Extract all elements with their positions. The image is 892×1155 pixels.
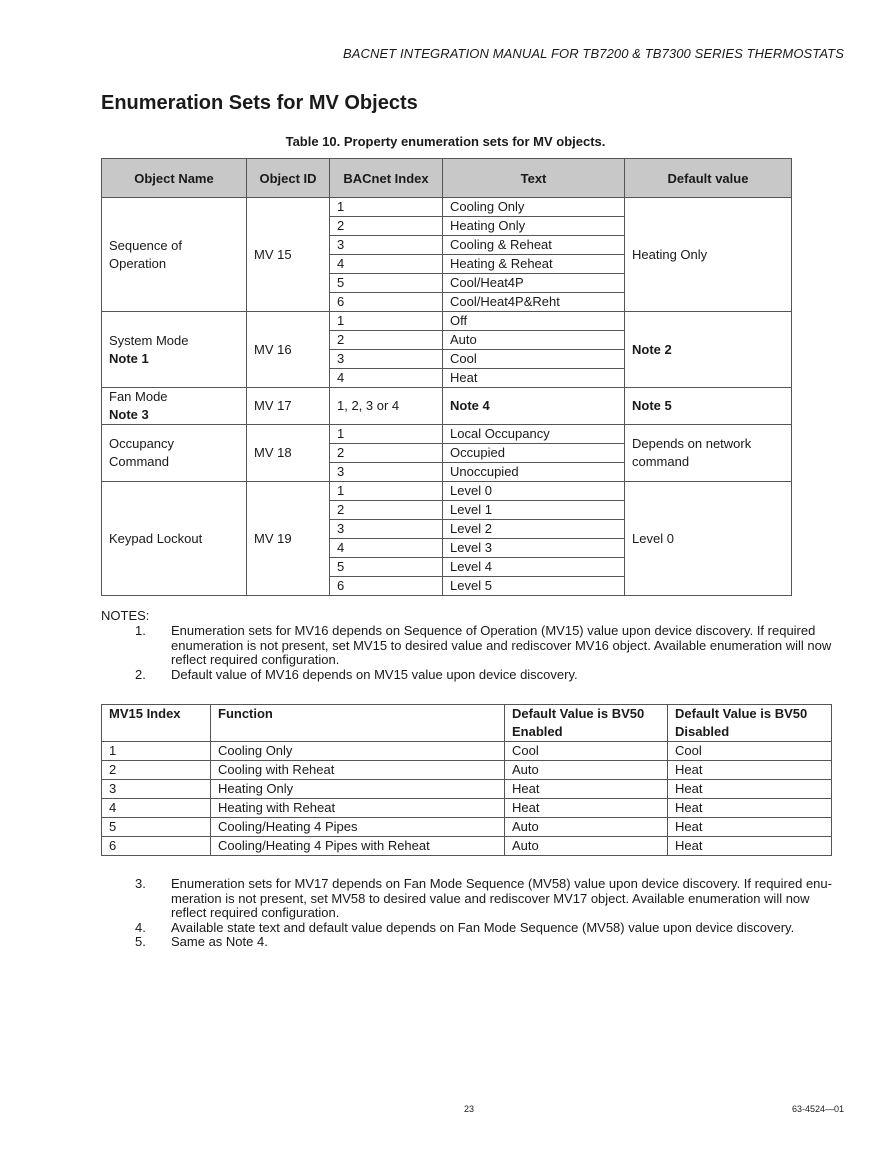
bacnet-index-cell: 4 xyxy=(330,255,443,274)
table-cell: Heat xyxy=(505,780,668,799)
table-cell: Heat xyxy=(505,799,668,818)
table-row xyxy=(102,312,792,331)
enum-text-cell: Cooling Only xyxy=(443,198,625,217)
default-value-cell: Heating Only xyxy=(625,198,792,312)
table-cell: Heat xyxy=(668,761,832,780)
table-cell: Heating Only xyxy=(211,780,505,799)
object-name-cell xyxy=(102,198,247,312)
note-item xyxy=(101,921,841,936)
table-cell: 1 xyxy=(102,742,211,761)
object-name: Sequence of Operation xyxy=(109,237,183,271)
bacnet-index-cell: 1 xyxy=(330,425,443,444)
table-row xyxy=(102,742,832,761)
enum-text-cell: Cool xyxy=(443,350,625,369)
document-number: 63-4524—01 xyxy=(791,1104,844,1114)
object-name-note: Note 1 xyxy=(109,350,149,366)
bacnet-index-cell: 3 xyxy=(330,236,443,255)
note-item xyxy=(101,935,841,950)
column-header: Text xyxy=(443,159,625,198)
note-text: Same as Note 4. xyxy=(171,934,268,949)
table-cell: Cooling/Heating 4 Pipes xyxy=(211,818,505,837)
table-cell: Auto xyxy=(505,818,668,837)
enum-text-cell: Level 5 xyxy=(443,577,625,596)
table-cell: Heat xyxy=(668,799,832,818)
running-header: BACNET INTEGRATION MANUAL FOR TB7200 & TB7300 SERIES THERMOSTATS xyxy=(343,46,844,61)
note-text: Available state text and default value depends on Fan Mode Sequence (MV58) value upon device discovery. xyxy=(171,919,795,935)
enum-text-cell: Cooling & Reheat xyxy=(443,236,625,255)
enum-text-cell: Level 0 xyxy=(443,482,625,501)
object-name: Fan Mode xyxy=(109,389,168,404)
object-id-cell: MV 15 xyxy=(247,198,330,312)
bacnet-index-cell: 3 xyxy=(330,463,443,482)
table-cell: Auto xyxy=(505,837,668,856)
note-number: 5. xyxy=(135,934,146,949)
enum-text-cell: Level 3 xyxy=(443,539,625,558)
note-text: Enumeration sets for MV17 depends on Fan Mode Sequence (MV58) value upon device discovery. If required enu-meration is not present, set MV58 to desired value and rediscover MV17 object. Available enumeration will now reflect required configuration. xyxy=(171,876,832,920)
enum-text-cell: Cool/Heat4P&Reht xyxy=(443,293,625,312)
note-text: Enumeration sets for MV16 depends on Sequence of Operation (MV15) value upon device discovery. If required enumeration is not present, set MV15 to desired value and rediscover MV16 object. Available enumeration will now reflect required configuration. xyxy=(171,623,832,667)
bacnet-index-cell: 6 xyxy=(330,293,443,312)
enum-text-cell: Note 4 xyxy=(443,388,625,425)
bacnet-index-cell: 6 xyxy=(330,577,443,596)
table-cell: Cool xyxy=(668,742,832,761)
notes-list-first xyxy=(101,624,841,682)
page-number: 23 xyxy=(464,1104,475,1114)
enum-text-cell: Cool/Heat4P xyxy=(443,274,625,293)
object-id-cell: MV 19 xyxy=(247,482,330,596)
bacnet-index-cell: 1 xyxy=(330,482,443,501)
column-header: Object ID xyxy=(247,159,330,198)
default-value-cell: Level 0 xyxy=(625,482,792,596)
enum-text-cell: Auto xyxy=(443,331,625,350)
bacnet-index-cell: 2 xyxy=(330,444,443,463)
object-id-cell: MV 17 xyxy=(247,388,330,425)
table-cell: Heat xyxy=(668,818,832,837)
table-row xyxy=(102,425,792,444)
table-cell: Cool xyxy=(505,742,668,761)
bacnet-index-cell: 5 xyxy=(330,558,443,577)
table-cell: 6 xyxy=(102,837,211,856)
table-cell: Cooling/Heating 4 Pipes with Reheat xyxy=(211,837,505,856)
enum-text-cell: Unoccupied xyxy=(443,463,625,482)
note-number: 1. xyxy=(135,623,146,638)
bacnet-index-cell: 4 xyxy=(330,369,443,388)
default-value-cell: Note 5 xyxy=(625,388,792,425)
table-row xyxy=(102,198,792,217)
bacnet-index-cell: 1, 2, 3 or 4 xyxy=(330,388,443,425)
table-row xyxy=(102,818,832,837)
bacnet-index-cell: 3 xyxy=(330,350,443,369)
note-number: 2. xyxy=(135,666,146,682)
note-item xyxy=(101,877,841,921)
notes-label: NOTES: xyxy=(101,608,150,623)
bacnet-index-cell: 1 xyxy=(330,198,443,217)
table-caption: Table 10. Property enumeration sets for MV objects. xyxy=(285,134,606,149)
enum-text-cell: Heating & Reheat xyxy=(443,255,625,274)
enum-text-cell: Level 4 xyxy=(443,558,625,577)
enum-text-cell: Local Occupancy xyxy=(443,425,625,444)
table-cell: Cooling Only xyxy=(211,742,505,761)
notes-list-second xyxy=(101,877,841,950)
table-cell: Auto xyxy=(505,761,668,780)
enum-text-cell: Level 1 xyxy=(443,501,625,520)
table-cell: Heat xyxy=(668,780,832,799)
table-header-row xyxy=(102,159,792,198)
object-name: Occupancy Command xyxy=(109,436,175,469)
column-header: MV15 Index xyxy=(102,705,211,742)
note-item xyxy=(101,624,841,668)
mv15-default-table xyxy=(101,704,832,856)
table-header-row xyxy=(102,705,832,742)
object-id-cell: MV 16 xyxy=(247,312,330,388)
enum-text-cell: Level 2 xyxy=(443,520,625,539)
table-cell: Heating with Reheat xyxy=(211,799,505,818)
table-cell: 3 xyxy=(102,780,211,799)
object-id-cell: MV 18 xyxy=(247,425,330,482)
enum-text-cell: Heating Only xyxy=(443,217,625,236)
column-header: Default Value is BV50 Disabled xyxy=(668,705,832,742)
object-name-note: Note 3 xyxy=(109,407,149,422)
table-cell: Heat xyxy=(668,837,832,856)
object-name: Keypad Lockout xyxy=(109,530,203,546)
note-item xyxy=(101,668,841,683)
default-value-cell: Depends on network command xyxy=(625,425,792,482)
mv-table-body xyxy=(102,198,792,596)
mv15-table-body xyxy=(102,742,832,856)
bacnet-index-cell: 3 xyxy=(330,520,443,539)
mv-enumeration-table xyxy=(101,158,792,596)
object-name-cell xyxy=(102,388,247,425)
table-cell: Cooling with Reheat xyxy=(211,761,505,780)
enum-text-cell: Heat xyxy=(443,369,625,388)
table-row xyxy=(102,388,792,425)
table-row xyxy=(102,799,832,818)
bacnet-index-cell: 5 xyxy=(330,274,443,293)
object-name-cell xyxy=(102,482,247,596)
column-header: BACnet Index xyxy=(330,159,443,198)
object-name: System Mode xyxy=(109,332,189,348)
table-row xyxy=(102,761,832,780)
object-name-cell xyxy=(102,425,247,482)
enum-text-cell: Off xyxy=(443,312,625,331)
table-cell: 4 xyxy=(102,799,211,818)
table-cell: 2 xyxy=(102,761,211,780)
section-title: Enumeration Sets for MV Objects xyxy=(101,92,418,114)
column-header: Function xyxy=(211,705,505,742)
note-text: Default value of MV16 depends on MV15 value upon device discovery. xyxy=(171,666,578,682)
enum-text-cell: Occupied xyxy=(443,444,625,463)
bacnet-index-cell: 2 xyxy=(330,331,443,350)
bacnet-index-cell: 2 xyxy=(330,501,443,520)
column-header: Object Name xyxy=(102,159,247,198)
bacnet-index-cell: 1 xyxy=(330,312,443,331)
column-header: Default value xyxy=(625,159,792,198)
table-row xyxy=(102,780,832,799)
default-value-cell: Note 2 xyxy=(625,312,792,388)
table-row xyxy=(102,837,832,856)
table-cell: 5 xyxy=(102,818,211,837)
bacnet-index-cell: 4 xyxy=(330,539,443,558)
note-number: 4. xyxy=(135,919,146,935)
note-number: 3. xyxy=(135,876,146,891)
column-header: Default Value is BV50 Enabled xyxy=(505,705,668,742)
object-name-cell xyxy=(102,312,247,388)
bacnet-index-cell: 2 xyxy=(330,217,443,236)
table-row xyxy=(102,482,792,501)
